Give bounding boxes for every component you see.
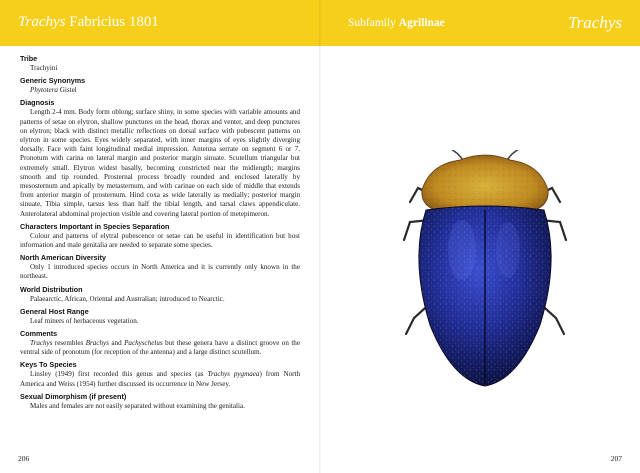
section-characters — [20, 222, 300, 250]
section-body: Colour and patterns of elytral pubescence or setae can be useful in identification but host information and male genitalia are needed to separate some species. — [20, 231, 300, 250]
section-synonyms — [20, 76, 300, 95]
text-run: but these genera have a distinct groove on the ventral side of pronotum (for reception of the antenna) and a large distinct scutellum. — [20, 339, 300, 357]
left-page-text — [20, 54, 300, 414]
beetle-svg — [400, 150, 570, 390]
text-run: and — [108, 339, 125, 348]
section-body: Palaearctic, African, Oriental and Australian; introduced to Nearctic. — [30, 294, 225, 303]
subfamily-name: Agrilinae — [398, 17, 445, 29]
section-heading: Sexual Dimorphism (if present) — [20, 391, 127, 401]
subfamily-prefix: Subfamily — [348, 17, 396, 29]
subfamily-head — [348, 17, 445, 29]
section-body: Leaf miners of herbaceous vegetation. — [30, 316, 139, 325]
section-na-diversity — [20, 253, 300, 281]
section-keys — [20, 360, 300, 388]
genus-ref: Trachys — [30, 339, 53, 348]
section-heading: Keys To Species — [20, 360, 77, 370]
section-heading: Comments — [20, 329, 58, 339]
genus-ref: Pachyschelus — [124, 339, 163, 348]
section-heading: Characters Important in Species Separation — [20, 221, 170, 231]
section-heading: Tribe — [20, 54, 38, 63]
right-running-head: Trachys — [568, 13, 622, 32]
section-dimorphism — [20, 392, 300, 411]
page-number-left: 206 — [18, 454, 30, 463]
section-tribe — [20, 54, 300, 73]
left-running-head — [18, 14, 159, 31]
beetle-illustration-icon — [400, 150, 570, 390]
synonym-author: Gistel — [59, 86, 77, 95]
section-body: Length 2-4 mm. Body form oblong; surface shiny, in some species with variable amounts and patterns of setae on elytron, shallow punctures on the head, thorax and venter, and deep punctures on elytron; black with distinct metallic reflections on dorsal surface with pubescent patterns on elytron in some species. Eyes widely separated, with inner margins of eyes slightly diverging dorsally. Face with faint longitudinal medial impression. Antenna serrate on segment 6 or 7. Pronotum with carina on lateral margin and posterior margin sinuate. Scutellum triangular but extremely small. Elytron widest basally, becoming constricted near the midlength; margins smooth and tip rounded. Prosternal process broadly rounded and enclosed laterally by mesosternum and apically by metasternum, and with carinae on each side of middle that extends from anterior margin of prosternum. Hind coxa as wide laterally as medially; posterior margin sinuate, Tibia simple, tarsus less than half the tibial length, and tarsal claws appendiculate. Anterolateral abdominal projection visible and covering lateral portion of metepimeron. — [20, 108, 300, 218]
section-heading: Generic Synonyms — [20, 76, 86, 86]
text-run: Linsley (1949) first recorded this genus and species (as — [30, 370, 208, 379]
section-host — [20, 307, 300, 326]
section-body: Only 1 introduced species occurs in North America and it is currently only known in the northeast. — [20, 263, 300, 281]
genus-name: Trachys — [18, 14, 66, 30]
text-run: ) from North America and Weiss (1954) further discussed its occurrence in New Jersey. — [20, 370, 301, 388]
species-ref: Trachys pygmaea — [207, 370, 260, 379]
section-comments — [20, 329, 300, 357]
section-body: Males and females are not easily separated without examining the genitalia. — [30, 401, 245, 410]
genus-ref: Brachys — [85, 339, 109, 348]
section-body — [20, 339, 300, 357]
page-number-right: 207 — [610, 454, 622, 463]
section-heading: General Host Range — [20, 306, 89, 316]
gutter — [319, 0, 321, 473]
section-world — [20, 285, 300, 304]
genus-author: Fabricius 1801 — [69, 14, 159, 30]
section-heading: Diagnosis — [20, 98, 55, 108]
section-body: Trachyini — [30, 64, 58, 72]
section-diagnosis — [20, 98, 300, 218]
synonym-name: Phytotera — [30, 86, 58, 95]
section-heading: World Distribution — [20, 284, 83, 294]
text-run: resembles — [52, 339, 86, 348]
section-body — [20, 370, 300, 388]
section-body — [20, 86, 300, 95]
section-heading: North American Diversity — [20, 253, 107, 263]
